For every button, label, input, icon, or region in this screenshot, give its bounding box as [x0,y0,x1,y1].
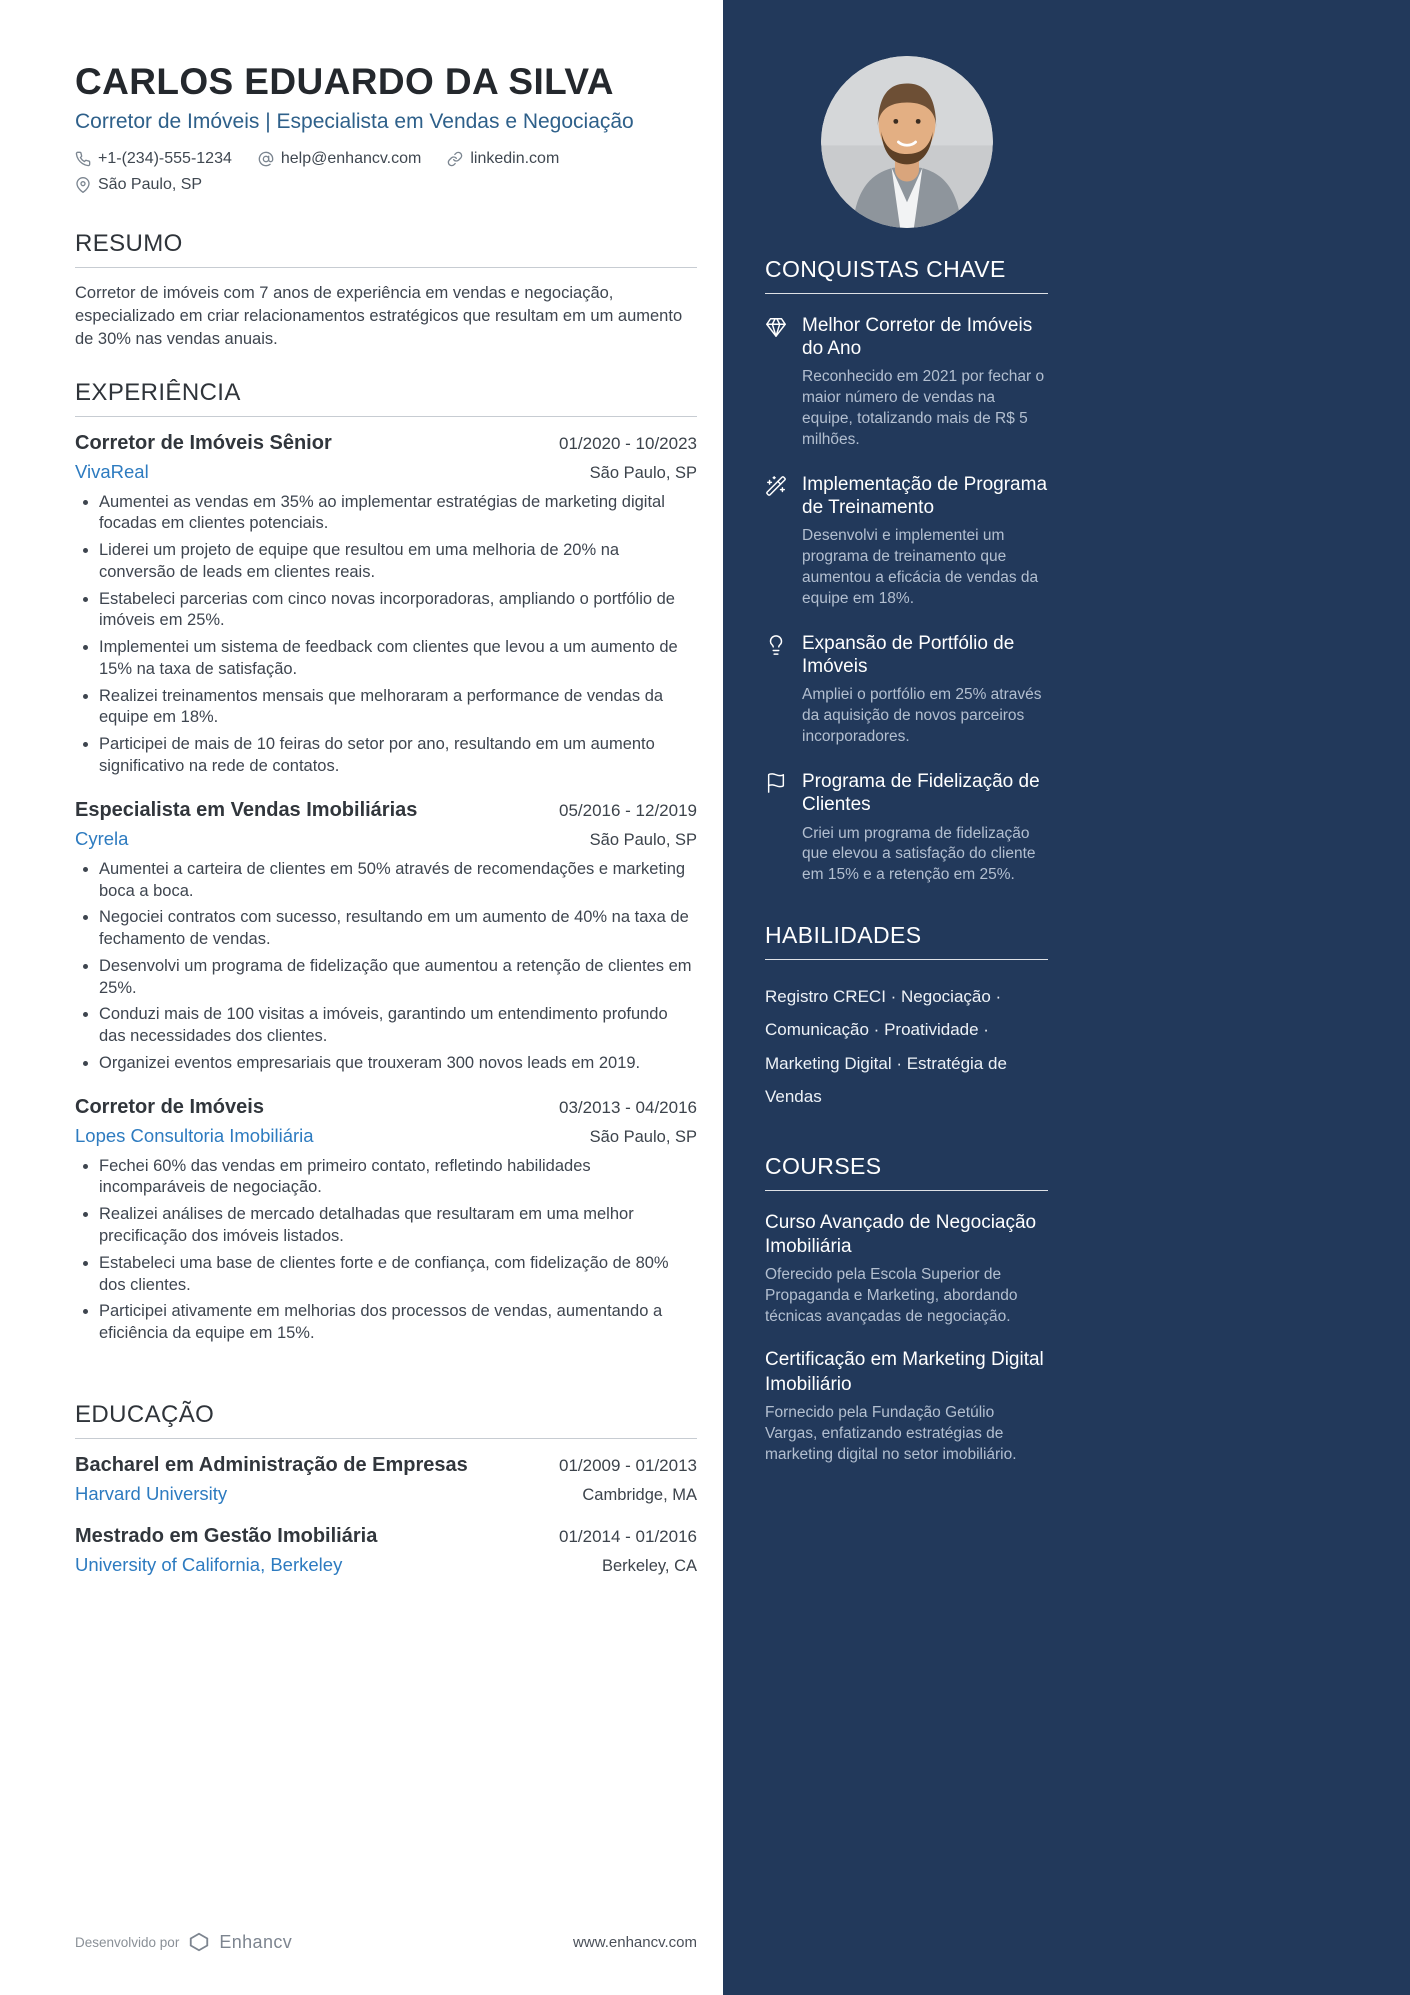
skill-item: Estratégia de Vendas [765,1053,1007,1106]
bullet-item: • Estabeleci uma base de clientes forte e de confiança, com fidelização de 80% dos clientes. [99,1253,697,1297]
candidate-headline: Corretor de Imóveis | Especialista em Vendas e Negociação [75,109,634,133]
bullet-item: • Aumentei a carteira de clientes em 50% através de recomendações e marketing boca a boca. [99,859,697,903]
skill-item: Proatividade · [884,1020,989,1039]
company-name: VivaReal [75,460,149,482]
skills-heading: HABILIDADES [765,922,1048,960]
degree-title: Mestrado em Gestão Imobiliária [75,1524,378,1547]
job-dates: 03/2013 - 04/2016 [558,1097,697,1117]
bullet-item: • Participei ativamente em melhorias dos processos de vendas, aumentando a eficiência da equipe em 15%. [99,1301,697,1345]
education-heading: EDUCAÇÃO [75,1401,697,1439]
courses-heading: COURSES [765,1153,1048,1191]
bullet-item: • Estabeleci parcerias com cinco novas incorporadoras, ampliando o portfólio de imóveis em 25%. [99,589,697,633]
job-bullets [75,859,697,1075]
powered-by-label: Desenvolvido por [75,1934,180,1950]
job-location: São Paulo, SP [589,1127,697,1146]
map-pin-icon [75,177,91,193]
location-contact [75,176,202,194]
experience-heading: EXPERIÊNCIA [75,379,697,417]
profile-photo-illustration [821,56,993,228]
bullet-item: • Conduzi mais de 100 visitas a imóveis, garantindo um entendimento profundo das necessidades dos clientes. [99,1004,697,1048]
bullet-item: • Realizei treinamentos mensais que melhoraram a performance de vendas da equipe em 18%. [99,686,697,730]
skills-list [765,980,1048,1113]
skill-item: Registro CRECI · [765,987,901,1006]
gem-icon [765,314,789,451]
achievement-title: Expansão de Portfólio de Imóveis [802,633,1015,678]
job-entry [75,431,697,778]
footer-website[interactable]: www.enhancv.com [573,1933,697,1951]
achievements-section [765,256,1048,886]
bullet-item: • Organizei eventos empresariais que trouxeram 300 novos leads em 2019. [99,1053,697,1075]
achievement-title: Implementação de Programa de Treinamento [802,474,1048,519]
school-name: University of California, Berkeley [75,1553,343,1575]
website-contact[interactable] [447,150,559,168]
phone-number: +1-(234)-555-1234 [98,150,232,168]
degree-title: Bacharel em Administração de Empresas [75,1453,468,1476]
school-name: Harvard University [75,1482,228,1504]
company-name: Lopes Consultoria Imobiliária [75,1124,314,1146]
achievement-text: Reconhecido em 2021 por fechar o maior número de vendas na equipe, totalizando mais de R$ 5 milhões. [802,368,1045,449]
degree-dates: 01/2009 - 01/2013 [558,1455,697,1475]
job-bullets [75,1156,697,1345]
sidebar-content [765,56,1048,1466]
flag-icon [765,770,789,886]
job-title: Corretor de Imóveis [75,1095,264,1118]
achievement-title: Programa de Fidelização de Clientes [802,771,1040,816]
course-item [765,1211,1048,1328]
job-bullets [75,492,697,778]
job-entry [75,798,697,1075]
degree-entry [75,1453,697,1506]
degree-location: Berkeley, CA [601,1556,697,1575]
bullet-item: • Liderei um projeto de equipe que resultou em uma melhoria de 20% na conversão de leads em clientes reais. [99,540,697,584]
degree-location: Cambridge, MA [582,1485,697,1504]
achievement-item [765,473,1048,610]
skill-item: Marketing Digital · [765,1054,907,1073]
course-text: Oferecido pela Escola Superior de Propaganda e Marketing, abordando técnicas avançadas de negociação. [765,1266,1018,1326]
bullet-item: • Aumentei as vendas em 35% ao implementar estratégias de marketing digital focadas em clientes potenciais. [99,492,697,536]
profile-photo [821,56,993,228]
phone-icon [75,151,91,167]
sidebar-column [723,0,1410,1995]
achievement-text: Criei um programa de fidelização que elevou a satisfação do cliente em 15% e a retenção em 25%. [802,824,1036,884]
enhancv-logo-icon [188,1931,210,1953]
bullet-item: • Realizei análises de mercado detalhadas que resultaram em uma melhor precificação dos imóveis listados. [99,1204,697,1248]
bullet-item: • Negociei contratos com sucesso, resultando em um aumento de 40% na taxa de fechamento de vendas. [99,907,697,951]
wand-icon [765,473,789,610]
brand-name: Enhancv [219,1931,293,1952]
course-title: Curso Avançado de Negociação Imobiliária [765,1211,1037,1258]
job-title: Corretor de Imóveis Sênior [75,431,332,454]
skill-item: Comunicação · [765,1020,884,1039]
course-title: Certificação em Marketing Digital Imobiliário [765,1349,1044,1395]
company-name: Cyrela [75,827,129,849]
website-url[interactable]: linkedin.com [470,150,560,168]
degree-dates: 01/2014 - 01/2016 [558,1526,697,1546]
footer-branding [75,1931,292,1953]
job-title: Especialista em Vendas Imobiliárias [75,798,418,821]
phone-contact [75,150,232,168]
experience-section [75,379,697,1365]
courses-section [765,1153,1048,1466]
skills-section [765,922,1048,1113]
achievement-text: Desenvolvi e implementei um programa de treinamento que aumentou a eficácia de vendas da equipe em 18%. [802,527,1039,608]
contact-row [75,150,697,168]
candidate-name: CARLOS EDUARDO DA SILVA [75,61,614,102]
summary-section [75,230,697,350]
achievements-heading: CONQUISTAS CHAVE [765,256,1048,294]
achievement-title: Melhor Corretor de Imóveis do Ano [802,315,1033,360]
course-item [765,1348,1048,1465]
degree-entry [75,1524,697,1577]
email-address[interactable]: help@enhancv.com [280,150,422,168]
link-icon [447,151,463,167]
email-contact[interactable] [258,150,421,168]
education-section [75,1401,697,1595]
bullet-item: • Participei de mais de 10 feiras do setor por ano, resultando em um aumento significativo na rede de contatos. [99,734,697,778]
achievement-item [765,314,1048,451]
achievement-item [765,770,1048,886]
bullet-item: • Implementei um sistema de feedback com clientes que levou a um aumento de 15% na taxa de satisfação. [99,637,697,681]
at-sign-icon [258,151,274,167]
course-text: Fornecido pela Fundação Getúlio Vargas, enfatizando estratégias de marketing digital no setor imobiliário. [765,1403,1017,1463]
bullet-item: • Fechei 60% das vendas em primeiro contato, refletindo habilidades incomparáveis de negociação. [99,1156,697,1200]
job-location: São Paulo, SP [589,830,697,849]
job-dates: 01/2020 - 10/2023 [558,433,697,453]
location-text: São Paulo, SP [98,176,203,194]
summary-heading: RESUMO [75,230,697,268]
skill-item: Negociação · [901,987,1001,1006]
footer [75,1931,697,1953]
lightbulb-icon [765,632,789,748]
bullet-item: • Desenvolvi um programa de fidelização que aumentou a retenção de clientes em 25%. [99,956,697,1000]
job-entry [75,1095,697,1345]
achievement-item [765,632,1048,748]
resume-header [75,62,697,194]
achievement-text: Ampliei o portfólio em 25% através da aquisição de novos parceiros incorporadores. [802,686,1042,746]
location-row [75,176,697,194]
job-dates: 05/2016 - 12/2019 [558,800,697,820]
job-location: São Paulo, SP [589,463,697,482]
summary-text: Corretor de imóveis com 7 anos de experiência em vendas e negociação, especializado em criar relacionamentos estratégicos que resultam em um aumento de 30% nas vendas anuais. [75,284,683,348]
